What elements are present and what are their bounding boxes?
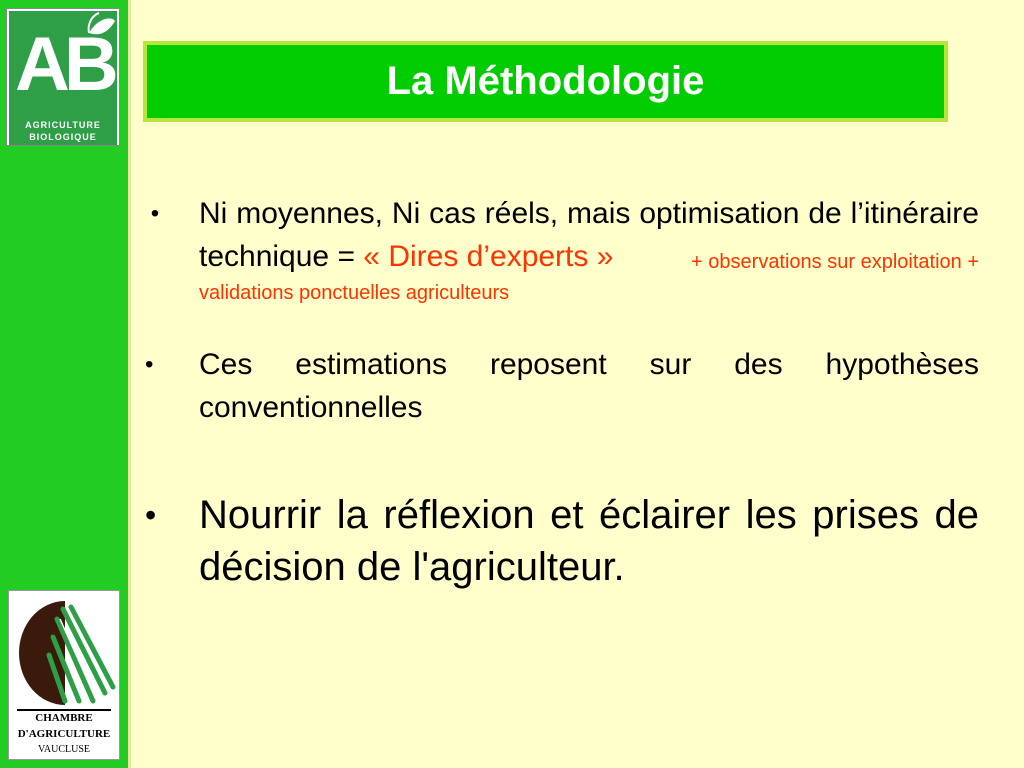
bullet-1-experts: « Dires d’experts » xyxy=(363,240,614,273)
ab-caption-line1: AGRICULTURE xyxy=(25,120,101,130)
sidebar-divider xyxy=(128,0,131,768)
bullet-item-3 xyxy=(145,489,979,593)
chambre-agriculture-logo xyxy=(8,590,120,760)
bullet-item-2 xyxy=(145,343,979,429)
chambre-name-line2: D'AGRICULTURE xyxy=(17,728,111,740)
bullet-1-note-a: + observations sur exploitation + xyxy=(691,251,979,273)
ab-logo xyxy=(6,8,120,146)
bullet-item-1 xyxy=(145,192,979,308)
bullet-1-note-b: validations ponctuelles agriculteurs xyxy=(199,282,510,304)
ab-caption-line2: BIOLOGIQUE xyxy=(29,132,97,142)
slide-title: La Méthodologie xyxy=(386,59,705,103)
ab-logo-caption xyxy=(9,117,117,145)
title-bar xyxy=(143,41,948,122)
chambre-name-line1: CHAMBRE xyxy=(17,709,111,727)
bullet-3-text: Nourrir la réflexion et éclairer les prises de décision de l'agriculteur. xyxy=(199,493,979,589)
bullet-marker: • xyxy=(145,351,154,378)
bullet-1-main: Ni moyennes, Ni cas réels, mais optimisation de l’itinéraire technique = xyxy=(199,197,979,273)
ab-logo-emblem xyxy=(9,11,117,117)
bullet-list xyxy=(145,192,979,593)
bullet-1-text xyxy=(199,192,979,308)
chambre-name-line3: VAUCLUSE xyxy=(37,744,91,755)
bullet-marker: • xyxy=(145,497,157,533)
bullet-2-text: Ces estimations reposent sur des hypothèses conventionnelles xyxy=(199,348,979,424)
ab-logo-letters: AB xyxy=(15,22,113,107)
wheat-emblem-icon xyxy=(13,597,117,707)
bullet-marker: • xyxy=(150,200,160,227)
